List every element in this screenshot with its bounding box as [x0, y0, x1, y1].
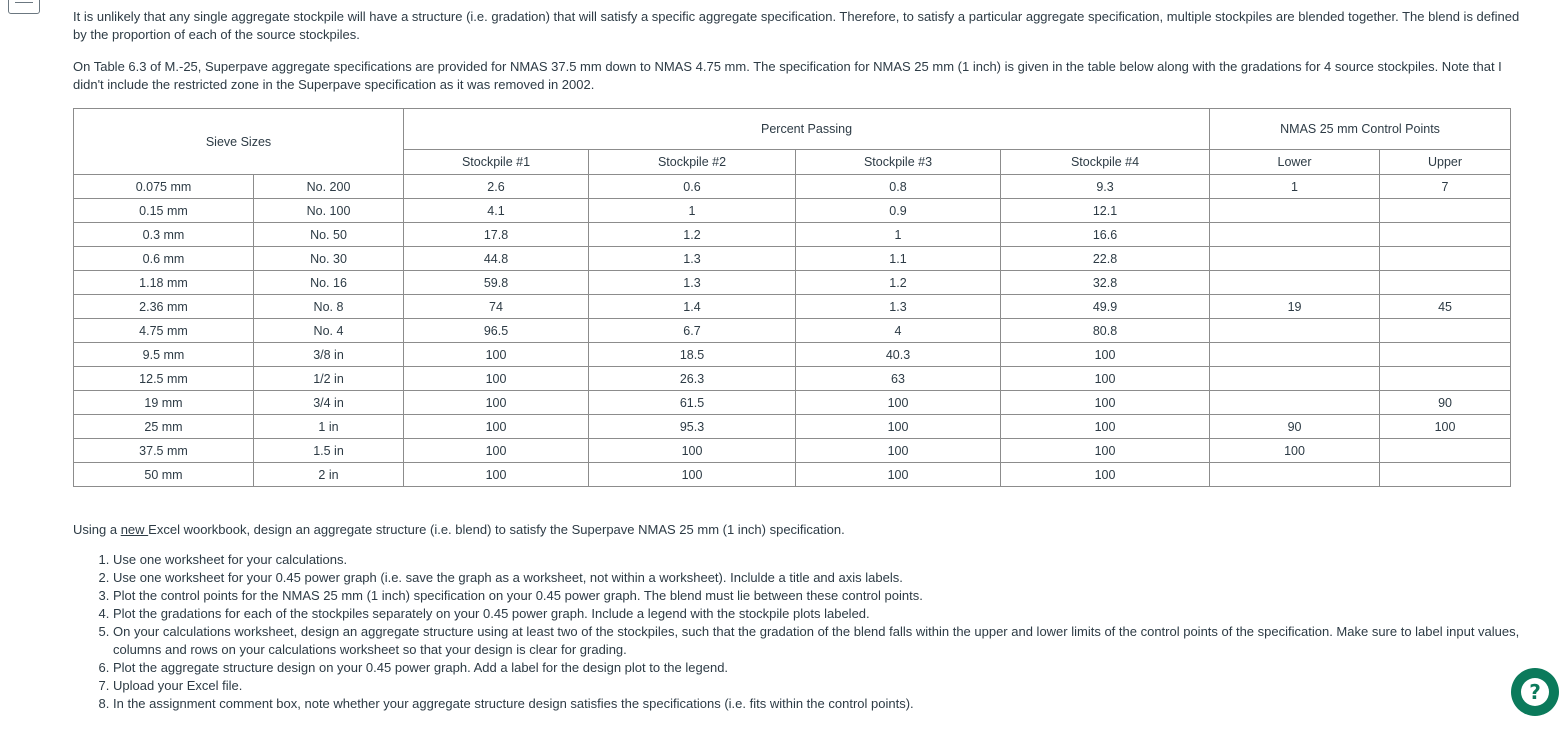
table-cell: 100 [404, 415, 589, 439]
table-cell: 0.9 [796, 199, 1001, 223]
table-cell: 9.5 mm [74, 343, 254, 367]
table-cell: 0.6 mm [74, 247, 254, 271]
table-cell: 100 [796, 463, 1001, 487]
document-icon [8, 0, 40, 14]
table-cell: 95.3 [589, 415, 796, 439]
gradation-table [73, 108, 1511, 487]
table-cell: 1.5 in [254, 439, 404, 463]
table-cell [1210, 343, 1380, 367]
table-cell: 50 mm [74, 463, 254, 487]
assignment-content [73, 8, 1528, 713]
intro-after: Excel woorkbook, design an aggregate structure (i.e. blend) to satisfy the Superpave NMAS 25 mm (1 inch) specification. [148, 522, 845, 537]
table-cell: 100 [1001, 463, 1210, 487]
lower-header: Lower [1210, 150, 1380, 175]
step-item: 6. Plot the aggregate structure design on your 0.45 power graph. Add a label for the design plot to the legend. [113, 659, 1528, 677]
percent-passing-header: Percent Passing [404, 109, 1210, 150]
step-item: 2. Use one worksheet for your 0.45 power graph (i.e. save the graph as a worksheet, not within a worksheet). Inclulde a title and axis labels. [113, 569, 1528, 587]
question-icon: ? [1521, 678, 1549, 706]
table-cell: 1 in [254, 415, 404, 439]
table-cell: 1.1 [796, 247, 1001, 271]
step-item: 7. Upload your Excel file. [113, 677, 1528, 695]
table-cell: 1/2 in [254, 367, 404, 391]
table-cell: 37.5 mm [74, 439, 254, 463]
table-cell: 100 [1001, 439, 1210, 463]
table-cell: 96.5 [404, 319, 589, 343]
table-cell: 100 [796, 415, 1001, 439]
stockpile-2-header: Stockpile #2 [589, 150, 796, 175]
table-cell [1210, 223, 1380, 247]
table-cell: 90 [1210, 415, 1380, 439]
table-row [74, 463, 1511, 487]
table-cell: 100 [1380, 415, 1511, 439]
step-item: 8. In the assignment comment box, note whether your aggregate structure design satisfies the specifications (i.e. fits within the control points). [113, 695, 1528, 713]
table-cell: 100 [1210, 439, 1380, 463]
table-cell: 4.1 [404, 199, 589, 223]
table-cell: No. 50 [254, 223, 404, 247]
table-cell [1210, 271, 1380, 295]
table-cell: 100 [796, 439, 1001, 463]
table-cell: 63 [796, 367, 1001, 391]
table-cell: 19 mm [74, 391, 254, 415]
table-cell: No. 16 [254, 271, 404, 295]
step-item: 3. Plot the control points for the NMAS 25 mm (1 inch) specification on your 0.45 power graph. The blend must lie between these control points. [113, 587, 1528, 605]
table-row [74, 415, 1511, 439]
table-cell: 4.75 mm [74, 319, 254, 343]
table-cell: 90 [1380, 391, 1511, 415]
table-cell [1380, 199, 1511, 223]
table-row [74, 343, 1511, 367]
table-cell [1380, 271, 1511, 295]
stockpile-4-header: Stockpile #4 [1001, 150, 1210, 175]
table-cell: 74 [404, 295, 589, 319]
table-cell: 100 [404, 343, 589, 367]
table-cell: 12.5 mm [74, 367, 254, 391]
table-cell: 100 [1001, 367, 1210, 391]
table-cell: 59.8 [404, 271, 589, 295]
table-cell [1210, 463, 1380, 487]
step-item: 4. Plot the gradations for each of the stockpiles separately on your 0.45 power graph. Include a legend with the stockpile plots labeled. [113, 605, 1528, 623]
table-cell: 1 [796, 223, 1001, 247]
table-cell: 100 [1001, 391, 1210, 415]
table-cell: 1.2 [796, 271, 1001, 295]
table-cell: 100 [589, 463, 796, 487]
table-cell: 100 [1001, 343, 1210, 367]
table-cell: 80.8 [1001, 319, 1210, 343]
table-cell [1210, 199, 1380, 223]
table-cell: 100 [404, 463, 589, 487]
table-cell: No. 30 [254, 247, 404, 271]
upper-header: Upper [1380, 150, 1511, 175]
table-cell: 100 [796, 391, 1001, 415]
table-cell [1380, 223, 1511, 247]
table-cell: No. 8 [254, 295, 404, 319]
help-button[interactable] [1511, 668, 1559, 716]
table-cell: 0.8 [796, 175, 1001, 199]
table-cell [1210, 247, 1380, 271]
table-cell: 100 [1001, 415, 1210, 439]
table-cell: 1.4 [589, 295, 796, 319]
table-row [74, 271, 1511, 295]
table-cell: No. 4 [254, 319, 404, 343]
table-cell: 1 [589, 199, 796, 223]
table-row [74, 223, 1511, 247]
table-cell: 100 [404, 391, 589, 415]
table-cell: 1.3 [589, 271, 796, 295]
paragraph-spec: On Table 6.3 of M.-25, Superpave aggregate specifications are provided for NMAS 37.5 mm down to NMAS 4.75 mm. The specification for NMAS 25 mm (1 inch) is given in the table below along with the gradations for 4 source stockpiles. Note that I didn't include the restricted zone in the Superpave specification as it was removed in 2002. [73, 59, 1502, 92]
sieve-sizes-header: Sieve Sizes [74, 109, 404, 175]
table-cell: 44.8 [404, 247, 589, 271]
table-cell [1210, 391, 1380, 415]
intro-before: Using a [73, 522, 121, 537]
table-cell: 18.5 [589, 343, 796, 367]
table-cell [1380, 439, 1511, 463]
table-row [74, 199, 1511, 223]
table-row [74, 175, 1511, 199]
table-cell: 22.8 [1001, 247, 1210, 271]
table-cell: 100 [589, 439, 796, 463]
table-row [74, 391, 1511, 415]
table-cell: 0.3 mm [74, 223, 254, 247]
control-points-header: NMAS 25 mm Control Points [1210, 109, 1511, 150]
table-cell: 9.3 [1001, 175, 1210, 199]
paragraph-intro: It is unlikely that any single aggregate stockpile will have a structure (i.e. gradation) that will satisfy a specific aggregate specification. Therefore, to satisfy a particular aggregate specification, multiple stockpiles are blended together. The blend is defined by the proportion of each of the source stockpiles. [73, 9, 1520, 42]
table-cell: 2 in [254, 463, 404, 487]
table-cell: No. 100 [254, 199, 404, 223]
table-cell: 17.8 [404, 223, 589, 247]
table-cell: 7 [1380, 175, 1511, 199]
table-cell: 100 [404, 439, 589, 463]
table-cell: 2.36 mm [74, 295, 254, 319]
table-row [74, 439, 1511, 463]
table-cell: 49.9 [1001, 295, 1210, 319]
steps-list [73, 551, 1528, 713]
table-body [74, 175, 1511, 487]
table-cell: 4 [796, 319, 1001, 343]
table-cell [1380, 463, 1511, 487]
step-item: 1. Use one worksheet for your calculations. [113, 551, 1528, 569]
table-cell: 3/8 in [254, 343, 404, 367]
table-cell: 1.3 [796, 295, 1001, 319]
table-row [74, 295, 1511, 319]
table-cell: 3/4 in [254, 391, 404, 415]
table-cell [1210, 367, 1380, 391]
table-cell: 40.3 [796, 343, 1001, 367]
table-cell: 16.6 [1001, 223, 1210, 247]
table-cell: No. 200 [254, 175, 404, 199]
table-cell [1380, 343, 1511, 367]
table-cell [1380, 319, 1511, 343]
table-cell: 0.6 [589, 175, 796, 199]
table-row [74, 319, 1511, 343]
table-cell: 25 mm [74, 415, 254, 439]
table-cell: 12.1 [1001, 199, 1210, 223]
step-item: 5. On your calculations worksheet, design an aggregate structure using at least two of the stockpiles, such that the gradation of the blend falls within the upper and lower limits of the control points of the specification. Make sure to label input values, columns and rows on your calculations worksheet so that your design is clear for grading. [113, 623, 1528, 659]
table-cell: 61.5 [589, 391, 796, 415]
table-row [74, 247, 1511, 271]
table-cell [1380, 367, 1511, 391]
table-row [74, 367, 1511, 391]
table-cell: 1.18 mm [74, 271, 254, 295]
table-cell: 2.6 [404, 175, 589, 199]
table-cell [1210, 319, 1380, 343]
table-cell: 32.8 [1001, 271, 1210, 295]
table-cell: 1.2 [589, 223, 796, 247]
table-cell: 0.15 mm [74, 199, 254, 223]
table-cell [1380, 247, 1511, 271]
instructions-intro [73, 521, 1528, 539]
table-cell: 1.3 [589, 247, 796, 271]
stockpile-3-header: Stockpile #3 [796, 150, 1001, 175]
table-cell: 6.7 [589, 319, 796, 343]
stockpile-1-header: Stockpile #1 [404, 150, 589, 175]
table-cell: 26.3 [589, 367, 796, 391]
table-cell: 0.075 mm [74, 175, 254, 199]
table-cell: 19 [1210, 295, 1380, 319]
table-cell: 100 [404, 367, 589, 391]
table-cell: 45 [1380, 295, 1511, 319]
table-cell: 1 [1210, 175, 1380, 199]
intro-new: new [120, 522, 149, 537]
